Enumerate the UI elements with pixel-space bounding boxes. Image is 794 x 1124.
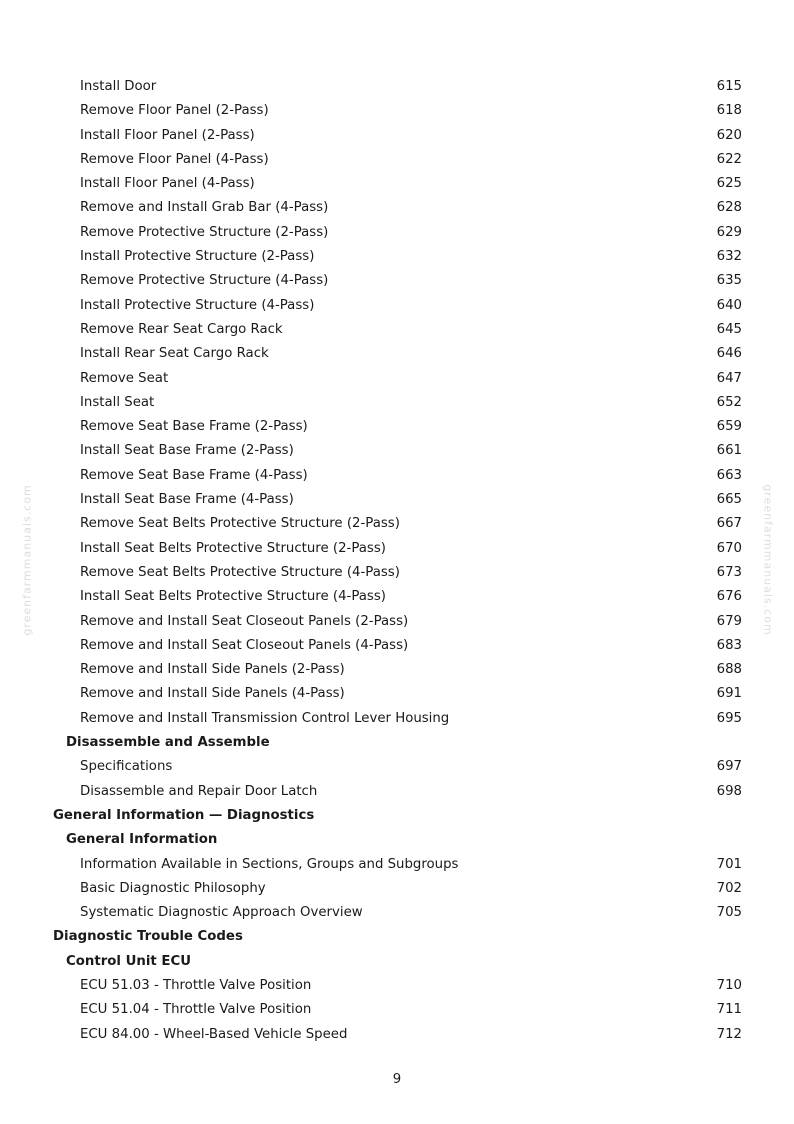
page-number: 9 — [392, 1072, 402, 1087]
toc-entry — [0, 755, 794, 779]
toc-entry-title: Disassemble and Assemble — [66, 735, 270, 751]
toc-entry — [0, 877, 794, 901]
toc-entry — [0, 1023, 794, 1047]
toc-entry-title: Install Protective Structure (2-Pass) — [80, 249, 315, 265]
toc-entry — [0, 342, 794, 366]
toc-entry-page: 670 — [716, 540, 742, 556]
toc-entry — [0, 148, 794, 172]
toc-entry-title: Install Floor Panel (2-Pass) — [80, 127, 255, 143]
toc-entry-title: Remove Seat Base Frame (4-Pass) — [80, 467, 308, 483]
toc-entry-title: Remove Seat Belts Protective Structure (2-Pass) — [80, 516, 400, 532]
toc-entry — [0, 707, 794, 731]
toc-entry-page: 688 — [716, 662, 742, 678]
toc-heading — [0, 828, 794, 852]
toc-entry-title: Remove Floor Panel (2-Pass) — [80, 103, 269, 119]
toc-entry-title: Install Seat Base Frame (4-Pass) — [80, 492, 294, 508]
toc-entry — [0, 124, 794, 148]
toc-entry-page: 646 — [716, 346, 742, 362]
toc-entry-page: 618 — [716, 103, 742, 119]
toc-entry — [0, 998, 794, 1022]
toc-entry — [0, 99, 794, 123]
toc-entry-title: Basic Diagnostic Philosophy — [80, 880, 266, 896]
toc-entry-title: Remove Seat Belts Protective Structure (4-Pass) — [80, 564, 400, 580]
toc-entry-page: 711 — [716, 1002, 742, 1018]
toc-entry-title: Remove Floor Panel (4-Pass) — [80, 151, 269, 167]
toc-entry — [0, 245, 794, 269]
toc-entry — [0, 561, 794, 585]
toc-entry-page: 683 — [716, 637, 742, 653]
table-of-contents — [0, 75, 794, 1047]
toc-entry-page: 676 — [716, 589, 742, 605]
toc-entry-title: Remove Rear Seat Cargo Rack — [80, 321, 283, 337]
toc-entry-page: 629 — [716, 224, 742, 240]
toc-entry-page: 640 — [716, 297, 742, 313]
toc-entry-title: Remove Protective Structure (2-Pass) — [80, 224, 329, 240]
toc-entry-title: Remove Seat Base Frame (2-Pass) — [80, 419, 308, 435]
toc-entry-page: 632 — [716, 249, 742, 265]
toc-entry-page: 663 — [716, 467, 742, 483]
toc-entry-page: 628 — [716, 200, 742, 216]
toc-entry-page: 679 — [716, 613, 742, 629]
toc-entry-page: 652 — [716, 394, 742, 410]
toc-entry — [0, 75, 794, 99]
toc-entry-title: Install Rear Seat Cargo Rack — [80, 346, 269, 362]
toc-entry — [0, 901, 794, 925]
toc-entry — [0, 780, 794, 804]
toc-entry-page: 635 — [716, 273, 742, 289]
toc-entry-title: Install Floor Panel (4-Pass) — [80, 176, 255, 192]
toc-heading — [0, 731, 794, 755]
toc-entry — [0, 391, 794, 415]
toc-entry-title: ECU 51.03 - Throttle Valve Position — [80, 977, 312, 993]
toc-entry-title: ECU 51.04 - Throttle Valve Position — [80, 1002, 312, 1018]
toc-entry-title: Remove and Install Side Panels (4-Pass) — [80, 686, 345, 702]
toc-entry — [0, 294, 794, 318]
toc-entry-page: 659 — [716, 419, 742, 435]
toc-entry-page: 620 — [716, 127, 742, 143]
toc-entry-title: Install Door — [80, 79, 157, 94]
toc-entry-page: 702 — [716, 880, 742, 896]
toc-entry — [0, 439, 794, 463]
toc-entry — [0, 318, 794, 342]
toc-entry-page: 661 — [716, 443, 742, 459]
toc-entry-title: Install Protective Structure (4-Pass) — [80, 297, 315, 313]
toc-entry-page: 625 — [716, 176, 742, 192]
toc-entry-page: 697 — [716, 759, 742, 775]
toc-entry — [0, 196, 794, 220]
toc-entry-page: 647 — [716, 370, 742, 386]
toc-entry-page: 695 — [716, 710, 742, 726]
toc-entry-page: 705 — [716, 905, 742, 921]
toc-entry — [0, 974, 794, 998]
toc-entry — [0, 367, 794, 391]
toc-entry-page: 712 — [716, 1026, 742, 1042]
toc-entry-page: 645 — [716, 321, 742, 337]
toc-entry-title: Install Seat — [80, 394, 155, 410]
toc-entry-title: Install Seat Belts Protective Structure (2-Pass) — [80, 540, 386, 556]
toc-entry-title: Diagnostic Trouble Codes — [53, 929, 243, 945]
toc-entry-title: Remove and Install Transmission Control Lever Housing — [80, 710, 450, 726]
toc-entry-page: 701 — [716, 856, 742, 872]
toc-entry — [0, 537, 794, 561]
watermark-right: greenfarmmanuals.com — [761, 484, 775, 636]
toc-entry-title: Remove and Install Side Panels (2-Pass) — [80, 662, 345, 678]
toc-heading — [0, 950, 794, 974]
toc-entry — [0, 512, 794, 536]
toc-entry-title: Remove and Install Seat Closeout Panels (2-Pass) — [80, 613, 409, 629]
toc-entry-page: 698 — [716, 783, 742, 799]
toc-entry-title: Disassemble and Repair Door Latch — [80, 783, 318, 799]
toc-entry-title: General Information — Diagnostics — [53, 807, 315, 823]
toc-entry-page: 665 — [716, 492, 742, 508]
toc-entry — [0, 172, 794, 196]
toc-entry — [0, 682, 794, 706]
toc-entry-title: Remove Seat — [80, 370, 169, 386]
toc-entry — [0, 415, 794, 439]
toc-entry-page: 710 — [716, 977, 742, 993]
toc-entry-page: 667 — [716, 516, 742, 532]
toc-entry — [0, 585, 794, 609]
toc-entry-page: 673 — [716, 564, 742, 580]
toc-heading — [0, 804, 794, 828]
toc-entry-title: Remove and Install Seat Closeout Panels (4-Pass) — [80, 637, 409, 653]
toc-entry-title: Control Unit ECU — [66, 953, 192, 969]
toc-entry — [0, 269, 794, 293]
toc-entry-title: Specifications — [80, 759, 173, 775]
watermark-left: greenfarmmanuals.com — [20, 484, 34, 636]
toc-entry — [0, 853, 794, 877]
toc-entry-title: Install Seat Base Frame (2-Pass) — [80, 443, 294, 459]
toc-entry — [0, 488, 794, 512]
toc-entry-title: Install Seat Belts Protective Structure (4-Pass) — [80, 589, 386, 605]
toc-entry — [0, 464, 794, 488]
toc-entry — [0, 610, 794, 634]
toc-entry — [0, 658, 794, 682]
toc-entry-title: General Information — [66, 832, 218, 848]
toc-entry-title: ECU 84.00 - Wheel-Based Vehicle Speed — [80, 1026, 348, 1042]
toc-entry-title: Remove Protective Structure (4-Pass) — [80, 273, 329, 289]
toc-entry-title: Remove and Install Grab Bar (4-Pass) — [80, 200, 329, 216]
toc-entry-page: 691 — [716, 686, 742, 702]
toc-entry-page: 622 — [716, 151, 742, 167]
toc-heading — [0, 925, 794, 949]
toc-entry-page: 615 — [716, 79, 742, 94]
toc-entry-title: Information Available in Sections, Groups and Subgroups — [80, 856, 459, 872]
toc-entry-title: Systematic Diagnostic Approach Overview — [80, 905, 363, 921]
toc-entry — [0, 221, 794, 245]
toc-entry — [0, 634, 794, 658]
